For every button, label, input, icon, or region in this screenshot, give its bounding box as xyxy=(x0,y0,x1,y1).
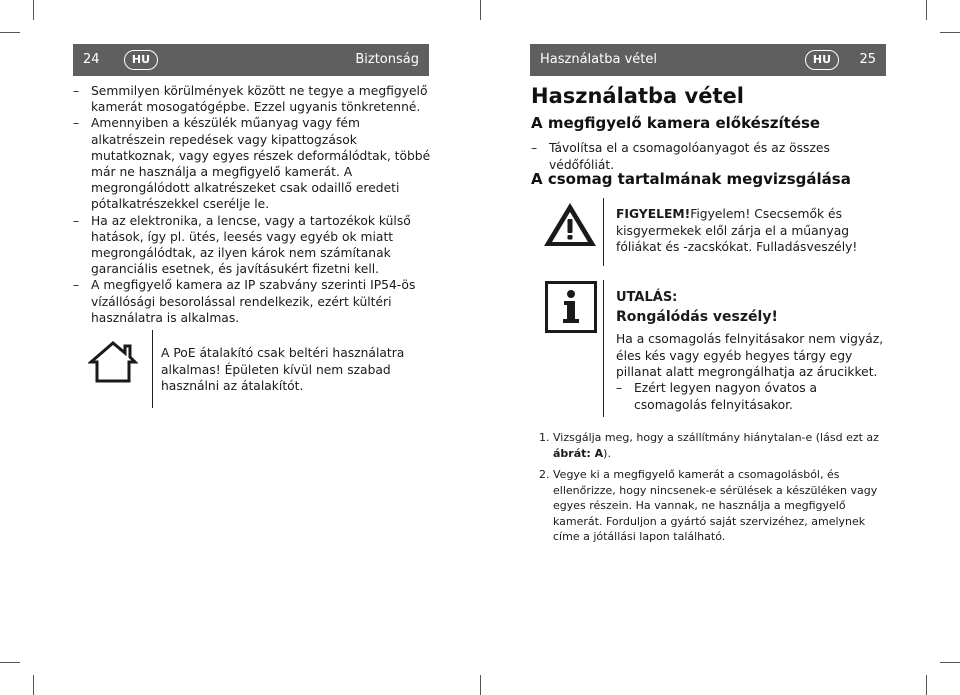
note-divider xyxy=(152,330,153,408)
crop-mark xyxy=(0,32,20,33)
notice-body: Ha a csomagolás felnyitásakor nem vigyáz, éles kés vagy egyéb hegyes tárgy egy pillanat alatt megrongálhatja az árucikket. xyxy=(616,332,884,379)
page-number: 25 xyxy=(859,52,876,67)
warning-triangle-icon xyxy=(542,200,598,248)
notice-divider xyxy=(603,280,604,417)
list-item: – Amennyiben a készülék műanyag vagy fém alkatrészein repedések vagy kipattogzások mutatkoznak, vagy egyes részek deformálódtak, többé már ne használja a megfigyelő kamerát. A megrongálódott alkatrészeket csak odaillő eredeti pótalkatrészekkel cserélje le. xyxy=(73,115,433,212)
step-bold: ábrát: A xyxy=(553,446,604,460)
language-badge: HU xyxy=(805,50,839,70)
notice-bullets xyxy=(616,380,886,413)
prepare-bullets xyxy=(531,140,885,173)
step-text: Vegye ki a megfigyelő kamerát a csomagolásból, és ellenőrizze, hogy nincsenek-e sérülések a készüléken vagy egyes részein. Ha vannak, ne használja a megfigyelő kamerát. Forduljon a gyártó saját szervizéhez, amelynek címe a jótállási lapon található. xyxy=(553,468,878,543)
list-item: – Távolítsa el a csomagolóanyagot és az összes védőfóliát. xyxy=(531,140,885,173)
crop-mark xyxy=(926,0,927,20)
step-number: 1. xyxy=(539,431,550,444)
crop-mark xyxy=(33,675,34,695)
notice-title: UTALÁS: xyxy=(616,290,678,305)
list-item: – A megfigyelő kamera az IP szabvány szerinti IP54-ös vízállósági besorolással rendelkezik, ezért kültéri használatra is alkalmas. xyxy=(73,277,433,326)
left-header-bar xyxy=(73,44,429,76)
list-item: – Semmilyen körülmények között ne tegye a megfigyelő kamerát mosogatógépbe. Ezzel ugyanis tönkretenné. xyxy=(73,83,433,115)
info-icon xyxy=(545,281,597,333)
warning-divider xyxy=(603,198,604,266)
page-number: 24 xyxy=(83,52,100,67)
section-title: Használatba vétel xyxy=(540,52,657,67)
crop-mark xyxy=(480,675,481,695)
subheading-check-contents: A csomag tartalmának megvizsgálása xyxy=(531,170,851,188)
crop-mark xyxy=(940,662,960,663)
crop-mark xyxy=(480,0,481,20)
warning-body: Figyelem! Csecsemők és kisgyermekek elől zárja el a műanyag fóliákat és -zacskókat. Fulladásveszély! xyxy=(616,207,858,254)
step-text: Vizsgálja meg, hogy a szállítmány hiánytalan-e (lásd ezt az xyxy=(553,431,879,444)
safety-bullet-list xyxy=(73,83,433,326)
house-icon xyxy=(88,340,138,384)
check-steps xyxy=(531,430,885,551)
crop-mark xyxy=(926,675,927,695)
indoor-note: A PoE átalakító csak beltéri használatra alkalmas! Épületen kívül nem szabad használni az átalakítót. xyxy=(161,346,405,393)
step-item xyxy=(531,430,885,461)
warning-label: FIGYELEM! xyxy=(616,207,691,221)
right-header-bar xyxy=(530,44,886,76)
subheading-prepare: A megfigyelő kamera előkészítése xyxy=(531,114,821,132)
crop-mark xyxy=(940,32,960,33)
warning-text xyxy=(616,206,884,256)
step-item xyxy=(531,467,885,545)
crop-mark xyxy=(33,0,34,20)
step-text-end: ). xyxy=(603,446,611,460)
language-badge: HU xyxy=(124,50,158,70)
step-number: 2. xyxy=(539,468,550,481)
notice-subtitle: Rongálódás veszély! xyxy=(616,309,778,325)
list-item: – Ha az elektronika, a lencse, vagy a tartozékok külső hatások, így pl. ütés, leesés vagy egyéb ok miatt megrongálódtak, az ilyen károk nem számítanak garanciális esetnek, és javításukért fizetni kell. xyxy=(73,213,433,278)
page-heading: Használatba vétel xyxy=(531,84,744,108)
list-item: – Ezért legyen nagyon óvatos a csomagolás felnyitásakor. xyxy=(616,380,886,413)
section-title: Biztonság xyxy=(355,52,419,67)
crop-mark xyxy=(0,662,20,663)
